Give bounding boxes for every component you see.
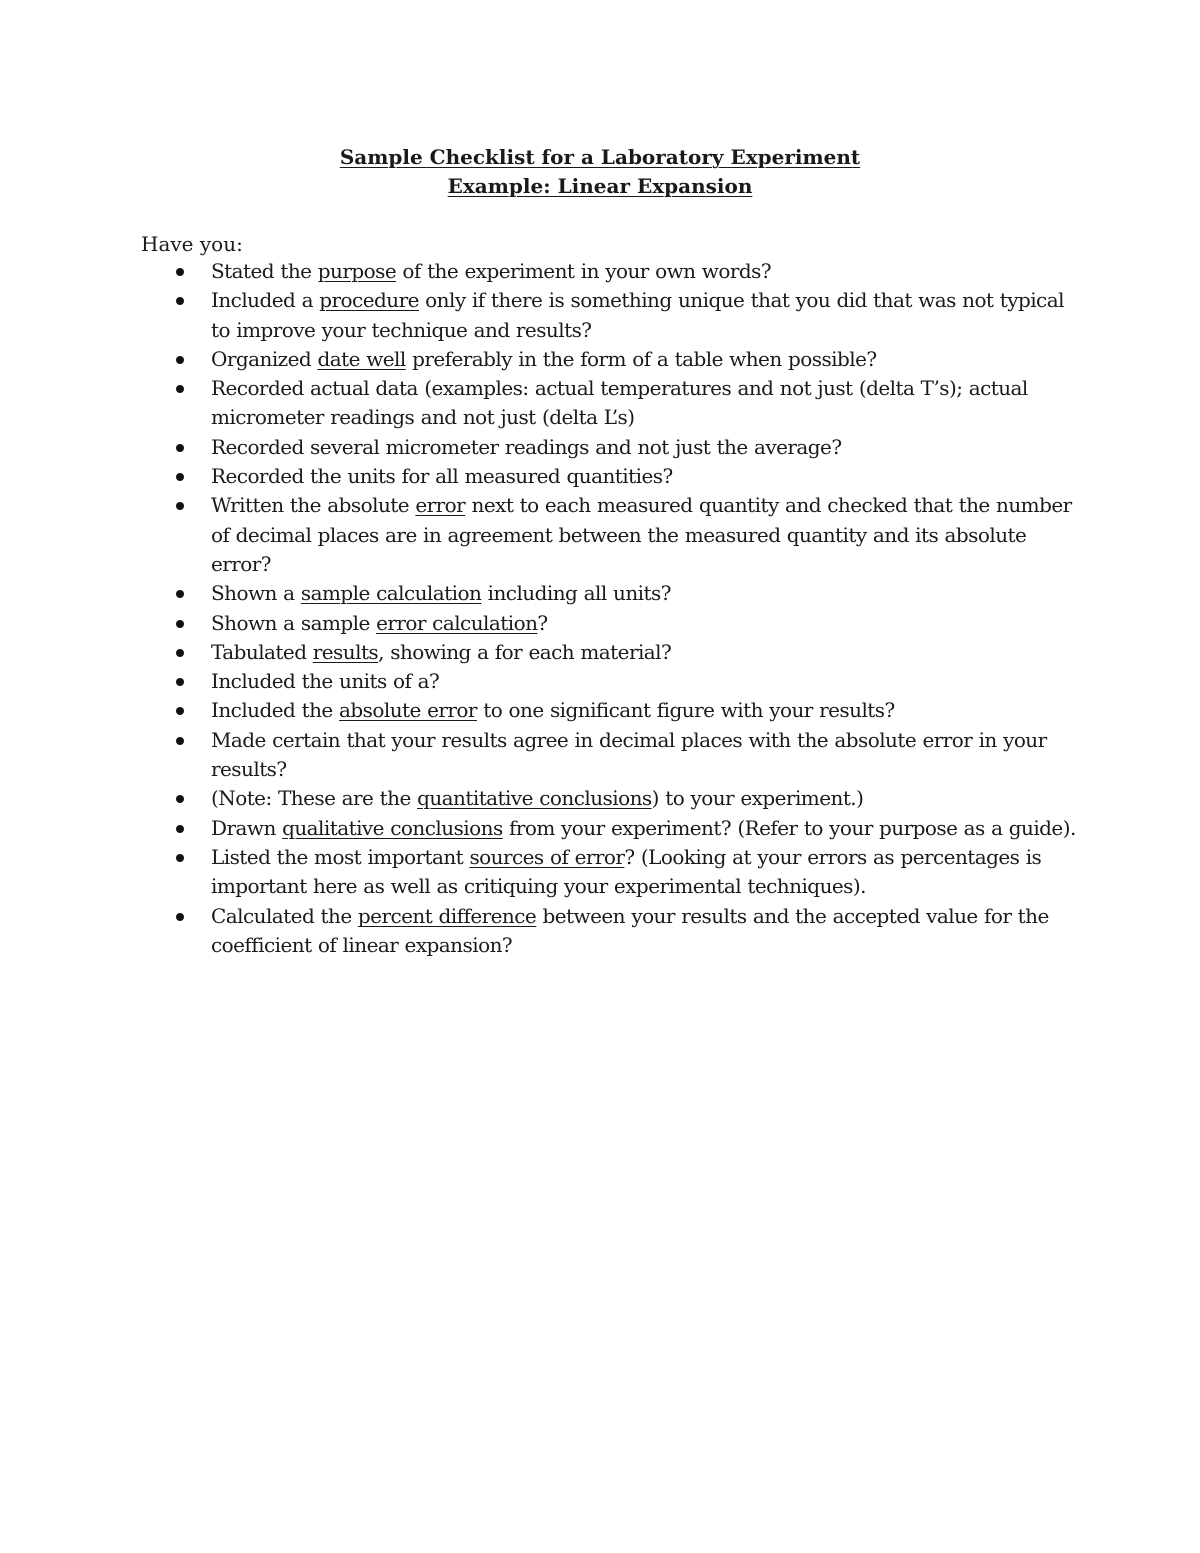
underlined-term: qualitative conclusions	[282, 815, 503, 840]
checklist-item	[0, 784, 1200, 813]
bullet-icon	[176, 297, 184, 305]
item-text: from your experiment? (Refer to your purpose as a guide).	[502, 815, 1076, 840]
checklist-item	[0, 345, 1200, 374]
underlined-term: date well	[317, 346, 406, 371]
underlined-term: error	[415, 493, 466, 518]
item-text: Calculated the	[211, 903, 358, 928]
intro-text: Have you:	[141, 232, 243, 256]
bullet-icon	[176, 502, 184, 510]
item-text: Recorded the units for all measured quantities?	[211, 464, 673, 489]
checklist-item	[0, 696, 1200, 725]
checklist-item	[0, 491, 1200, 579]
checklist-item	[0, 814, 1200, 843]
item-text: of the experiment in your own words?	[396, 259, 771, 283]
item-text: between your results and the accepted value for the coefficient of linear expansion?	[211, 903, 1049, 957]
item-text: Included a	[211, 288, 320, 313]
checklist-item	[0, 609, 1200, 638]
bullet-icon	[176, 707, 184, 715]
bullet-icon	[176, 620, 184, 628]
underlined-term: sources of error	[469, 844, 625, 869]
title-block	[0, 143, 1200, 201]
bullet-icon	[176, 385, 184, 393]
checklist-item	[0, 902, 1200, 961]
item-text: Shown a sample	[211, 610, 377, 635]
underlined-term: percent difference	[357, 903, 537, 928]
bullet-icon	[176, 268, 184, 276]
item-text: only if there is something unique that you did that was not typical to improve your technique and results?	[211, 288, 1064, 342]
bullet-icon	[176, 649, 184, 657]
bullet-icon	[176, 444, 184, 452]
bullet-icon	[176, 678, 184, 686]
item-text: including all units?	[481, 581, 671, 606]
bullet-icon	[176, 795, 184, 803]
bullet-icon	[176, 854, 184, 862]
item-text: Shown a	[211, 581, 301, 606]
bullet-icon	[176, 356, 184, 364]
underlined-term: absolute error	[339, 698, 477, 723]
item-text: Recorded actual data (examples: actual temperatures and not just (delta T’s); actual micrometer readings and not just (delta L’s)	[211, 376, 1028, 430]
checklist-item	[0, 579, 1200, 608]
item-text: Made certain that your results agree in decimal places with the absolute error in your results?	[211, 727, 1047, 782]
item-text: Listed the most important	[211, 844, 470, 869]
item-text: ? (Looking at your errors as percentages is important here as well as critiquing your experimental techniques).	[211, 844, 1042, 899]
underlined-term: sample calculation	[300, 581, 482, 606]
checklist-item	[0, 433, 1200, 462]
underlined-term: procedure	[319, 288, 419, 313]
bullet-icon	[176, 473, 184, 481]
checklist-item	[0, 843, 1200, 902]
bullet-icon	[176, 825, 184, 833]
checklist-item	[0, 462, 1200, 491]
item-text: Included the units of a?	[211, 669, 440, 694]
item-text: Included the	[211, 698, 340, 723]
item-text: preferably in the form of a table when possible?	[405, 346, 877, 371]
underlined-term: error calculation	[376, 610, 538, 635]
item-text: , showing a for each material?	[378, 639, 672, 664]
checklist-item	[0, 667, 1200, 696]
underlined-term: results	[312, 639, 379, 664]
document-title: Sample Checklist for a Laboratory Experiment	[339, 145, 861, 169]
bullet-icon	[176, 737, 184, 745]
item-text: (Note: These are the	[211, 786, 418, 811]
item-text: Recorded several micrometer readings and not just the average?	[211, 434, 842, 459]
item-text: Tabulated	[211, 639, 313, 664]
underlined-term: quantitative conclusions	[417, 786, 652, 811]
bullet-icon	[176, 913, 184, 921]
item-text: ) to your experiment.)	[651, 786, 864, 811]
checklist-item	[0, 726, 1200, 785]
checklist-item	[0, 286, 1200, 345]
item-text: ?	[537, 610, 548, 635]
bullet-icon	[176, 590, 184, 598]
checklist	[0, 257, 1200, 960]
underlined-term: purpose	[317, 259, 397, 283]
item-text: Written the absolute	[211, 493, 416, 518]
document-subtitle: Example: Linear Expansion	[447, 174, 753, 198]
item-text: next to each measured quantity and checked that the number of decimal places are in agreement between the measured quantity and its absolute error?	[211, 493, 1072, 576]
checklist-item	[0, 374, 1200, 433]
checklist-item	[0, 257, 1200, 286]
checklist-item	[0, 638, 1200, 667]
item-text: to one significant figure with your results?	[476, 698, 895, 723]
item-text: Stated the	[211, 259, 318, 283]
item-text: Drawn	[211, 815, 283, 840]
item-text: Organized	[211, 346, 318, 371]
